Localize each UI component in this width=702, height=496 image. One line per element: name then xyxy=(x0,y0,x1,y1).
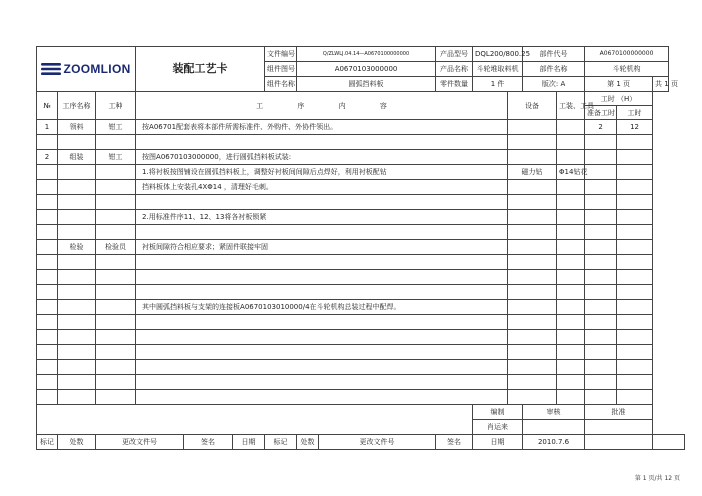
table-row xyxy=(37,210,685,225)
row-trade xyxy=(96,285,136,300)
rev-signature-label: 签名 xyxy=(184,435,233,450)
row-prep-hours xyxy=(585,240,617,255)
row-content: 按A06701配套表将本部件所需标准件、外购件、外协件领出。 xyxy=(136,120,508,135)
row-equipment xyxy=(508,150,557,165)
row-process xyxy=(58,300,96,315)
row-no xyxy=(37,345,58,360)
row-prep-hours xyxy=(585,165,617,180)
row-process xyxy=(58,330,96,345)
row-no xyxy=(37,165,58,180)
row-process xyxy=(58,135,96,150)
component-name-label: 组件名称 xyxy=(265,77,297,92)
row-trade xyxy=(96,375,136,390)
row-process xyxy=(58,390,96,405)
table-row xyxy=(37,135,685,150)
row-tooling xyxy=(557,315,585,330)
row-no xyxy=(37,210,58,225)
col-content xyxy=(136,92,508,120)
row-hours xyxy=(617,255,653,270)
row-prep-hours xyxy=(585,270,617,285)
row-trade xyxy=(96,315,136,330)
total-pages-label: 共 1 页 xyxy=(653,77,669,92)
col-prep-hours: 准备工时 xyxy=(585,106,617,120)
row-hours xyxy=(617,135,653,150)
row-trade xyxy=(96,360,136,375)
col-content-char: 序 xyxy=(297,101,305,110)
row-tooling xyxy=(557,330,585,345)
row-no xyxy=(37,330,58,345)
table-row xyxy=(37,240,685,255)
rev-mark-label: 标记 xyxy=(37,435,58,450)
row-tooling xyxy=(557,360,585,375)
row-content xyxy=(136,225,508,240)
row-prep-hours xyxy=(585,285,617,300)
row-content xyxy=(136,375,508,390)
row-tooling xyxy=(557,300,585,315)
revision-label: 版次: A xyxy=(523,77,585,92)
row-process xyxy=(58,210,96,225)
rev-count-label: 处数 xyxy=(58,435,96,450)
row-process: 检验 xyxy=(58,240,96,255)
row-no xyxy=(37,375,58,390)
row-trade xyxy=(96,180,136,195)
row-tooling xyxy=(557,225,585,240)
zoomlion-logo-icon xyxy=(41,63,61,75)
table-row xyxy=(37,150,685,165)
row-trade: 钳工 xyxy=(96,120,136,135)
row-trade xyxy=(96,300,136,315)
row-no xyxy=(37,195,58,210)
row-process xyxy=(58,360,96,375)
row-content xyxy=(136,360,508,375)
table-row xyxy=(37,375,685,390)
doc-no-value: Q/ZLWLJ.04.14—A0670100000000 xyxy=(297,47,436,62)
row-hours xyxy=(617,150,653,165)
row-hours xyxy=(617,270,653,285)
signoff-blank xyxy=(37,405,473,420)
process-card-table xyxy=(36,46,685,450)
row-prep-hours xyxy=(585,330,617,345)
table-row xyxy=(37,165,685,180)
row-trade xyxy=(96,195,136,210)
table-row xyxy=(37,180,685,195)
row-hours xyxy=(617,180,653,195)
row-content xyxy=(136,270,508,285)
row-equipment: 磁力钻 xyxy=(508,165,557,180)
row-trade xyxy=(96,255,136,270)
row-prep-hours xyxy=(585,345,617,360)
row-process xyxy=(58,345,96,360)
row-content xyxy=(136,255,508,270)
row-hours xyxy=(617,210,653,225)
row-no xyxy=(37,300,58,315)
row-prep-hours xyxy=(585,300,617,315)
doc-no-label: 文件编号 xyxy=(265,47,297,62)
row-no xyxy=(37,315,58,330)
compiled-label: 编制 xyxy=(473,405,523,420)
process-rows xyxy=(37,120,685,405)
row-no xyxy=(37,180,58,195)
row-tooling xyxy=(557,390,585,405)
row-content xyxy=(136,285,508,300)
row-hours xyxy=(617,165,653,180)
row-process xyxy=(58,375,96,390)
row-hours xyxy=(617,390,653,405)
part-code-value: A0670100000000 xyxy=(585,47,669,62)
row-content xyxy=(136,390,508,405)
quantity-label: 零件数量 xyxy=(436,77,473,92)
col-content-char: 容 xyxy=(379,101,387,110)
row-process xyxy=(58,270,96,285)
row-tooling xyxy=(557,180,585,195)
row-hours: 12 xyxy=(617,120,653,135)
table-row xyxy=(37,360,685,375)
approver-name xyxy=(585,420,653,435)
component-name-value: 圆弧挡料板 xyxy=(297,77,436,92)
col-tooling: 工装、工具 xyxy=(557,92,585,120)
table-row xyxy=(37,120,685,135)
page-footer: 第 1 页/共 12 页 xyxy=(634,475,680,482)
row-content: 按图A0670103000000，进行圆弧挡料板试装: xyxy=(136,150,508,165)
row-content: 挡料板体上安装孔4XΦ14 ，清理好毛刺。 xyxy=(136,180,508,195)
card-title: 装配工艺卡 xyxy=(136,47,265,92)
row-tooling xyxy=(557,150,585,165)
row-prep-hours xyxy=(585,315,617,330)
row-tooling: Φ14钻花 xyxy=(557,165,585,180)
row-content xyxy=(136,330,508,345)
row-no xyxy=(37,255,58,270)
product-name-label: 产品名称 xyxy=(436,62,473,77)
row-equipment xyxy=(508,285,557,300)
row-no xyxy=(37,390,58,405)
row-hours xyxy=(617,375,653,390)
row-trade xyxy=(96,225,136,240)
row-no xyxy=(37,285,58,300)
row-no xyxy=(37,270,58,285)
row-no: 1 xyxy=(37,120,58,135)
row-equipment xyxy=(508,210,557,225)
row-equipment xyxy=(508,270,557,285)
row-prep-hours xyxy=(585,225,617,240)
row-tooling xyxy=(557,270,585,285)
row-content: 2.用标准件序11、12、13将各衬板锁紧 xyxy=(136,210,508,225)
row-process xyxy=(58,165,96,180)
row-process xyxy=(58,315,96,330)
component-drawing-label: 组件图号 xyxy=(265,62,297,77)
row-trade xyxy=(96,270,136,285)
row-content xyxy=(136,315,508,330)
compiler-name: 肖运来 xyxy=(473,420,523,435)
row-content xyxy=(136,345,508,360)
row-content: 其中圆弧挡料板与支架的连接板A0670103010000/4在斗轮机构总装过程中配焊。 xyxy=(136,300,508,315)
row-hours xyxy=(617,330,653,345)
row-prep-hours xyxy=(585,210,617,225)
table-row xyxy=(37,315,685,330)
row-tooling xyxy=(557,120,585,135)
row-process xyxy=(58,225,96,240)
rev-signature-label-2: 签名 xyxy=(436,435,473,450)
col-trade: 工种 xyxy=(96,92,136,120)
row-trade xyxy=(96,390,136,405)
rev-date-label: 日期 xyxy=(233,435,265,450)
row-tooling xyxy=(557,195,585,210)
row-trade: 钳工 xyxy=(96,150,136,165)
row-prep-hours xyxy=(585,390,617,405)
row-equipment xyxy=(508,330,557,345)
row-hours xyxy=(617,300,653,315)
row-no: 2 xyxy=(37,150,58,165)
row-tooling xyxy=(557,345,585,360)
row-equipment xyxy=(508,360,557,375)
row-prep-hours xyxy=(585,150,617,165)
row-equipment xyxy=(508,225,557,240)
row-content xyxy=(136,135,508,150)
approved-label: 批准 xyxy=(585,405,653,420)
row-equipment xyxy=(508,195,557,210)
row-prep-hours xyxy=(585,360,617,375)
table-row xyxy=(37,225,685,240)
row-content: 衬板间隙符合相应要求；紧固件联接牢固 xyxy=(136,240,508,255)
rev-change-doc-label: 更改文件号 xyxy=(96,435,184,450)
product-model-value: DQL200/800.25 xyxy=(473,47,523,62)
row-tooling xyxy=(557,240,585,255)
row-process: 组装 xyxy=(58,150,96,165)
row-prep-hours xyxy=(585,180,617,195)
rev-change-doc-label-2: 更改文件号 xyxy=(319,435,436,450)
row-equipment xyxy=(508,390,557,405)
row-trade xyxy=(96,330,136,345)
row-tooling xyxy=(557,375,585,390)
row-hours xyxy=(617,195,653,210)
row-equipment xyxy=(508,180,557,195)
part-name-label: 部件名称 xyxy=(523,62,585,77)
page-label: 第 1 页 xyxy=(585,77,653,92)
rev-mark-label-2: 标记 xyxy=(265,435,297,450)
logo-text: ZOOMLION xyxy=(63,62,131,76)
row-trade xyxy=(96,135,136,150)
quantity-value: 1 件 xyxy=(473,77,523,92)
row-tooling xyxy=(557,210,585,225)
row-process xyxy=(58,285,96,300)
row-equipment xyxy=(508,240,557,255)
reviewer-name xyxy=(523,420,585,435)
part-name-value: 斗轮机构 xyxy=(585,62,669,77)
row-no xyxy=(37,240,58,255)
row-trade xyxy=(96,345,136,360)
component-drawing-value: A0670103000000 xyxy=(297,62,436,77)
product-model-label: 产品型号 xyxy=(436,47,473,62)
row-prep-hours xyxy=(585,375,617,390)
row-trade xyxy=(96,165,136,180)
part-code-label: 部件代号 xyxy=(523,47,585,62)
table-row xyxy=(37,270,685,285)
row-content: 1.将衬板按图铺设在圆弧挡料板上，调整好衬板间间隙后点焊好，利用衬板配钻 xyxy=(136,165,508,180)
row-equipment xyxy=(508,300,557,315)
table-row xyxy=(37,345,685,360)
row-process xyxy=(58,180,96,195)
row-trade: 检验员 xyxy=(96,240,136,255)
col-content-char: 工 xyxy=(256,101,264,110)
compile-date: 2010.7.6 xyxy=(523,435,585,450)
table-row xyxy=(37,195,685,210)
row-prep-hours: 2 xyxy=(585,120,617,135)
col-no: № xyxy=(37,92,58,120)
review-date xyxy=(585,435,653,450)
row-no xyxy=(37,135,58,150)
signoff-blank xyxy=(37,420,473,435)
table-row xyxy=(37,390,685,405)
logo-cell xyxy=(37,47,136,92)
approve-date xyxy=(653,435,685,450)
row-prep-hours xyxy=(585,195,617,210)
row-hours xyxy=(617,315,653,330)
col-hours: 工时 xyxy=(617,106,653,120)
rev-date-label-2: 日期 xyxy=(473,435,523,450)
row-tooling xyxy=(557,255,585,270)
row-hours xyxy=(617,285,653,300)
row-prep-hours xyxy=(585,135,617,150)
row-no xyxy=(37,360,58,375)
row-hours xyxy=(617,240,653,255)
row-no xyxy=(37,225,58,240)
row-equipment xyxy=(508,135,557,150)
table-row xyxy=(37,330,685,345)
row-process: 领料 xyxy=(58,120,96,135)
row-equipment xyxy=(508,345,557,360)
row-hours xyxy=(617,225,653,240)
product-name-value: 斗轮堆取料机 xyxy=(473,62,523,77)
row-trade xyxy=(96,210,136,225)
row-equipment xyxy=(508,120,557,135)
row-content xyxy=(136,195,508,210)
row-process xyxy=(58,255,96,270)
rev-count-label-2: 处数 xyxy=(297,435,319,450)
col-content-char: 内 xyxy=(338,101,346,110)
reviewed-label: 审核 xyxy=(523,405,585,420)
table-row xyxy=(37,300,685,315)
row-tooling xyxy=(557,135,585,150)
row-equipment xyxy=(508,375,557,390)
row-equipment xyxy=(508,315,557,330)
table-row xyxy=(37,255,685,270)
col-man-hours: 工时 （H） xyxy=(585,92,653,106)
row-hours xyxy=(617,360,653,375)
table-row xyxy=(37,285,685,300)
row-tooling xyxy=(557,285,585,300)
row-prep-hours xyxy=(585,255,617,270)
row-process xyxy=(58,195,96,210)
row-hours xyxy=(617,345,653,360)
col-process-name: 工序名称 xyxy=(58,92,96,120)
col-equipment: 设备 xyxy=(508,92,557,120)
row-equipment xyxy=(508,255,557,270)
